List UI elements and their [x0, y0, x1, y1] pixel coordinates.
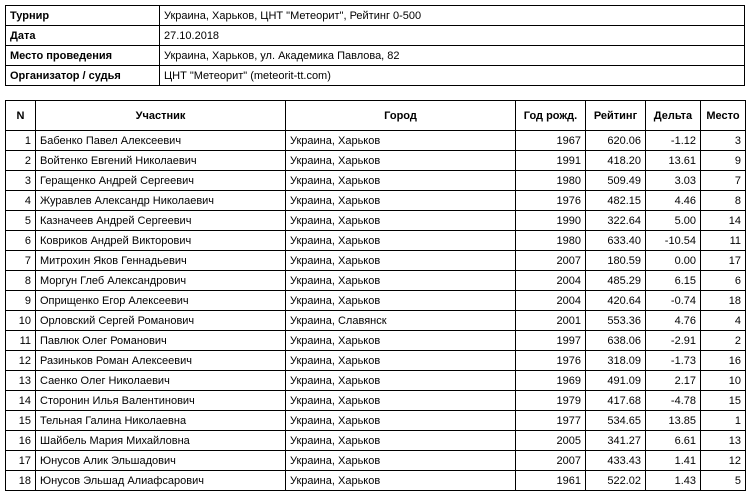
cell-rating: 318.09 [586, 351, 646, 371]
cell-birth-year: 1980 [516, 171, 586, 191]
info-label: Место проведения [6, 46, 160, 66]
cell-number: 10 [6, 311, 36, 331]
cell-rating: 420.64 [586, 291, 646, 311]
cell-participant: Казначеев Андрей Сергеевич [36, 211, 286, 231]
cell-place: 17 [701, 251, 746, 271]
cell-rating: 180.59 [586, 251, 646, 271]
header-participant: Участник [36, 101, 286, 131]
cell-birth-year: 1997 [516, 331, 586, 351]
cell-delta: -0.74 [646, 291, 701, 311]
cell-city: Украина, Харьков [286, 471, 516, 491]
table-row [6, 151, 746, 171]
cell-birth-year: 2001 [516, 311, 586, 331]
table-row [6, 451, 746, 471]
cell-participant: Тельная Галина Николаевна [36, 411, 286, 431]
cell-number: 17 [6, 451, 36, 471]
info-row [6, 66, 745, 86]
results-table [5, 100, 746, 491]
info-value: Украина, Харьков, ул. Академика Павлова, 82 [160, 46, 745, 66]
cell-delta: 1.43 [646, 471, 701, 491]
cell-delta: -1.73 [646, 351, 701, 371]
cell-birth-year: 2007 [516, 451, 586, 471]
cell-delta: 13.61 [646, 151, 701, 171]
cell-rating: 433.43 [586, 451, 646, 471]
header-place: Место [701, 101, 746, 131]
cell-place: 8 [701, 191, 746, 211]
cell-rating: 341.27 [586, 431, 646, 451]
cell-place: 14 [701, 211, 746, 231]
cell-birth-year: 1990 [516, 211, 586, 231]
cell-rating: 417.68 [586, 391, 646, 411]
cell-delta: -1.12 [646, 131, 701, 151]
cell-number: 18 [6, 471, 36, 491]
info-label: Турнир [6, 6, 160, 26]
cell-rating: 509.49 [586, 171, 646, 191]
cell-number: 3 [6, 171, 36, 191]
info-value: ЦНТ "Метеорит" (meteorit-tt.com) [160, 66, 745, 86]
cell-delta: -4.78 [646, 391, 701, 411]
table-row [6, 231, 746, 251]
cell-city: Украина, Харьков [286, 131, 516, 151]
cell-rating: 491.09 [586, 371, 646, 391]
cell-place: 11 [701, 231, 746, 251]
cell-city: Украина, Харьков [286, 271, 516, 291]
cell-birth-year: 1976 [516, 351, 586, 371]
cell-rating: 482.15 [586, 191, 646, 211]
cell-city: Украина, Славянск [286, 311, 516, 331]
cell-place: 4 [701, 311, 746, 331]
cell-number: 8 [6, 271, 36, 291]
table-row [6, 471, 746, 491]
cell-delta: 6.61 [646, 431, 701, 451]
table-row [6, 271, 746, 291]
cell-birth-year: 1991 [516, 151, 586, 171]
cell-birth-year: 1961 [516, 471, 586, 491]
cell-number: 16 [6, 431, 36, 451]
tournament-info-table [5, 5, 745, 86]
cell-birth-year: 1979 [516, 391, 586, 411]
cell-number: 1 [6, 131, 36, 151]
cell-rating: 534.65 [586, 411, 646, 431]
cell-rating: 633.40 [586, 231, 646, 251]
cell-place: 16 [701, 351, 746, 371]
cell-city: Украина, Харьков [286, 391, 516, 411]
cell-number: 13 [6, 371, 36, 391]
cell-place: 15 [701, 391, 746, 411]
cell-participant: Ковриков Андрей Викторович [36, 231, 286, 251]
cell-place: 2 [701, 331, 746, 351]
table-row [6, 431, 746, 451]
cell-number: 14 [6, 391, 36, 411]
info-row [6, 6, 745, 26]
cell-rating: 522.02 [586, 471, 646, 491]
table-row [6, 331, 746, 351]
cell-birth-year: 1980 [516, 231, 586, 251]
cell-birth-year: 1976 [516, 191, 586, 211]
cell-rating: 620.06 [586, 131, 646, 151]
cell-number: 7 [6, 251, 36, 271]
table-row [6, 391, 746, 411]
cell-delta: 13.85 [646, 411, 701, 431]
info-row [6, 46, 745, 66]
table-row [6, 411, 746, 431]
cell-number: 4 [6, 191, 36, 211]
cell-delta: 4.46 [646, 191, 701, 211]
cell-place: 3 [701, 131, 746, 151]
cell-delta: -2.91 [646, 331, 701, 351]
cell-place: 10 [701, 371, 746, 391]
cell-participant: Юнусов Эльшад Алиафсарович [36, 471, 286, 491]
cell-participant: Разиньков Роман Алексеевич [36, 351, 286, 371]
info-row [6, 26, 745, 46]
table-row [6, 131, 746, 151]
cell-city: Украина, Харьков [286, 171, 516, 191]
header-rating: Рейтинг [586, 101, 646, 131]
table-row [6, 191, 746, 211]
cell-birth-year: 1967 [516, 131, 586, 151]
header-delta: Дельта [646, 101, 701, 131]
cell-participant: Бабенко Павел Алексеевич [36, 131, 286, 151]
cell-birth-year: 2004 [516, 291, 586, 311]
cell-participant: Юнусов Алик Эльшадович [36, 451, 286, 471]
cell-participant: Орловский Сергей Романович [36, 311, 286, 331]
cell-participant: Саенко Олег Николаевич [36, 371, 286, 391]
cell-city: Украина, Харьков [286, 331, 516, 351]
cell-number: 11 [6, 331, 36, 351]
cell-city: Украина, Харьков [286, 411, 516, 431]
header-city: Город [286, 101, 516, 131]
cell-place: 13 [701, 431, 746, 451]
info-value: Украина, Харьков, ЦНТ "Метеорит", Рейтинг 0-500 [160, 6, 745, 26]
cell-delta: 4.76 [646, 311, 701, 331]
cell-city: Украина, Харьков [286, 231, 516, 251]
cell-city: Украина, Харьков [286, 291, 516, 311]
cell-place: 18 [701, 291, 746, 311]
cell-number: 5 [6, 211, 36, 231]
cell-city: Украина, Харьков [286, 451, 516, 471]
cell-participant: Журавлев Александр Николаевич [36, 191, 286, 211]
cell-number: 12 [6, 351, 36, 371]
cell-birth-year: 1969 [516, 371, 586, 391]
cell-place: 7 [701, 171, 746, 191]
cell-rating: 485.29 [586, 271, 646, 291]
cell-rating: 638.06 [586, 331, 646, 351]
header-birth-year: Год рожд. [516, 101, 586, 131]
cell-participant: Моргун Глеб Александрович [36, 271, 286, 291]
cell-delta: 2.17 [646, 371, 701, 391]
cell-delta: -10.54 [646, 231, 701, 251]
cell-delta: 0.00 [646, 251, 701, 271]
cell-rating: 553.36 [586, 311, 646, 331]
results-header-row [6, 101, 746, 131]
cell-number: 2 [6, 151, 36, 171]
cell-birth-year: 1977 [516, 411, 586, 431]
header-number: N [6, 101, 36, 131]
cell-place: 1 [701, 411, 746, 431]
cell-delta: 6.15 [646, 271, 701, 291]
table-row [6, 371, 746, 391]
table-row [6, 291, 746, 311]
table-row [6, 211, 746, 231]
table-row [6, 171, 746, 191]
cell-participant: Сторонин Илья Валентинович [36, 391, 286, 411]
cell-place: 9 [701, 151, 746, 171]
info-label: Дата [6, 26, 160, 46]
cell-participant: Павлюк Олег Романович [36, 331, 286, 351]
cell-city: Украина, Харьков [286, 211, 516, 231]
cell-participant: Митрохин Яков Геннадьевич [36, 251, 286, 271]
info-label: Организатор / судья [6, 66, 160, 86]
cell-number: 15 [6, 411, 36, 431]
cell-city: Украина, Харьков [286, 351, 516, 371]
cell-birth-year: 2005 [516, 431, 586, 451]
info-value: 27.10.2018 [160, 26, 745, 46]
cell-participant: Шайбель Мария Михайловна [36, 431, 286, 451]
table-row [6, 311, 746, 331]
cell-birth-year: 2004 [516, 271, 586, 291]
cell-delta: 3.03 [646, 171, 701, 191]
cell-place: 12 [701, 451, 746, 471]
cell-number: 6 [6, 231, 36, 251]
table-row [6, 251, 746, 271]
cell-city: Украина, Харьков [286, 251, 516, 271]
cell-rating: 418.20 [586, 151, 646, 171]
cell-city: Украина, Харьков [286, 371, 516, 391]
cell-delta: 5.00 [646, 211, 701, 231]
cell-city: Украина, Харьков [286, 151, 516, 171]
cell-place: 6 [701, 271, 746, 291]
cell-city: Украина, Харьков [286, 191, 516, 211]
cell-number: 9 [6, 291, 36, 311]
cell-birth-year: 2007 [516, 251, 586, 271]
cell-participant: Оприщенко Егор Алексеевич [36, 291, 286, 311]
cell-city: Украина, Харьков [286, 431, 516, 451]
table-row [6, 351, 746, 371]
cell-participant: Геращенко Андрей Сергеевич [36, 171, 286, 191]
cell-rating: 322.64 [586, 211, 646, 231]
cell-delta: 1.41 [646, 451, 701, 471]
cell-place: 5 [701, 471, 746, 491]
cell-participant: Войтенко Евгений Николаевич [36, 151, 286, 171]
